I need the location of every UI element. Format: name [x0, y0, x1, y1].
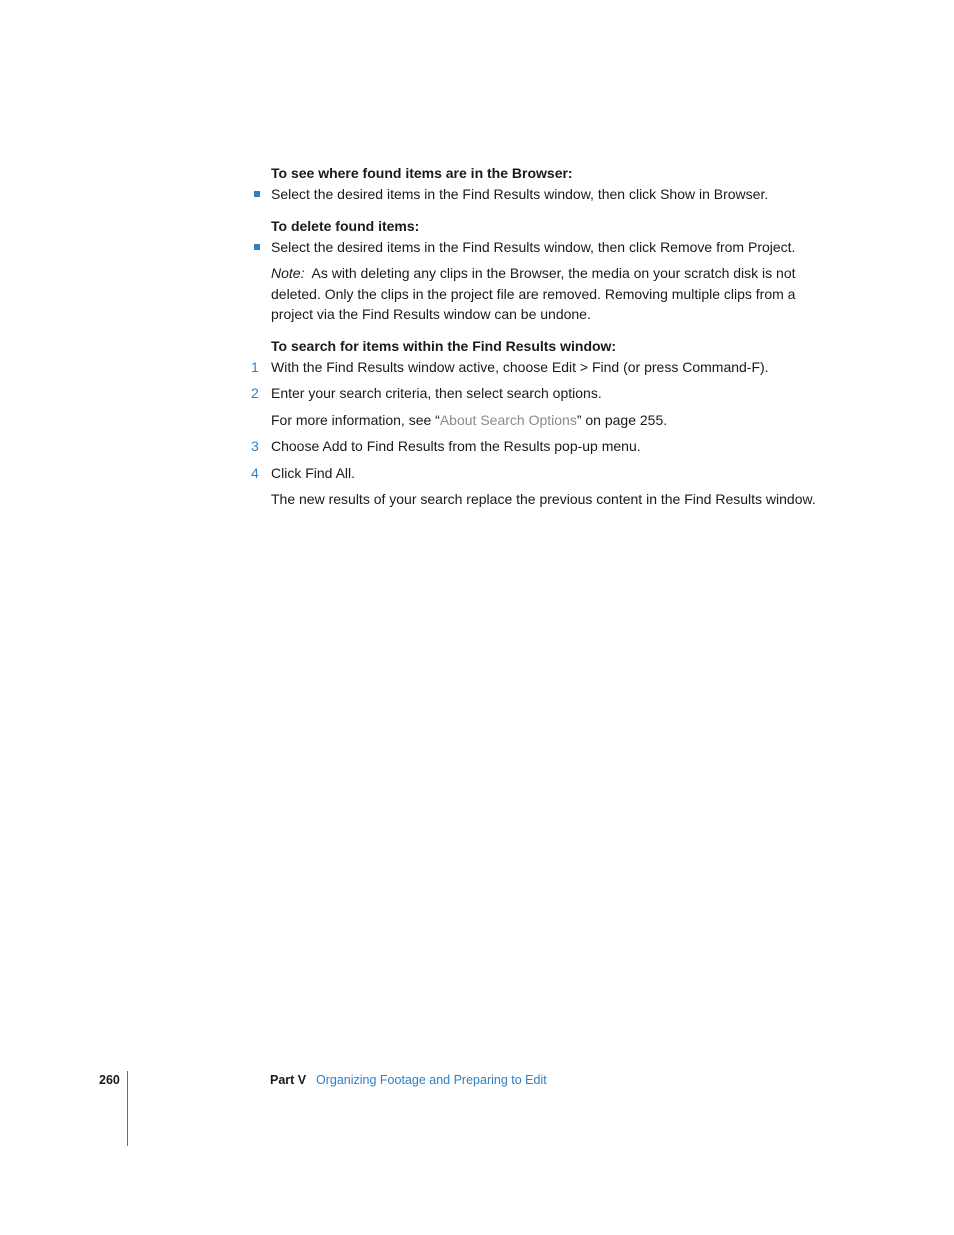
heading-show-in-browser: To see where found items are in the Browser: [271, 165, 573, 181]
step-2 [251, 383, 831, 404]
page-number: 260 [99, 1073, 120, 1087]
part-label: Part V [270, 1073, 307, 1087]
more-info-prefix: For more information, see “ [271, 411, 440, 428]
bullet-show-in-browser [271, 184, 831, 205]
step-number: 4 [251, 464, 259, 481]
step-1 [251, 357, 831, 378]
more-info [271, 410, 831, 431]
step-text: Click Find All. [271, 464, 356, 481]
heading-delete-found: To delete found items: [271, 217, 420, 234]
bullet-text: Select the desired items in the Find Results window, then click Remove from Project. [271, 238, 796, 255]
bullet-text: Select the desired items in the Find Results window, then click Show in Browser. [271, 186, 769, 202]
step-text: With the Find Results window active, choose Edit > Find (or press Command-F). [271, 358, 769, 375]
step-number: 3 [251, 438, 259, 454]
page-content [251, 163, 831, 510]
step-number: 2 [251, 385, 259, 401]
step-4 [251, 463, 831, 484]
part-title: Organizing Footage and Preparing to Edit [316, 1073, 547, 1087]
step-3 [251, 436, 831, 457]
step-text: Choose Add to Find Results from the Results pop-up menu. [271, 438, 641, 454]
bullet-delete-found [271, 237, 831, 258]
square-bullet-icon [254, 244, 260, 250]
more-info-suffix: ” on page 255. [576, 411, 668, 428]
note-text: As with deleting any clips in the Browser, the media on your scratch disk is not deleted. Only the clips in the project file are removed. Removing multiple clips from a project via the Find Results window can be undone. [271, 265, 796, 322]
result-paragraph: The new results of your search replace the previous content in the Find Results window. [271, 491, 816, 507]
note-label: Note: [271, 265, 305, 281]
square-bullet-icon [254, 191, 260, 197]
footer-rule [127, 1071, 128, 1146]
note-paragraph [271, 263, 831, 325]
cross-reference-link[interactable]: About Search Options [439, 411, 577, 428]
heading-search-within: To search for items within the Find Results window: [271, 337, 617, 354]
step-text: Enter your search criteria, then select search options. [271, 385, 602, 401]
step-number: 1 [251, 358, 259, 375]
